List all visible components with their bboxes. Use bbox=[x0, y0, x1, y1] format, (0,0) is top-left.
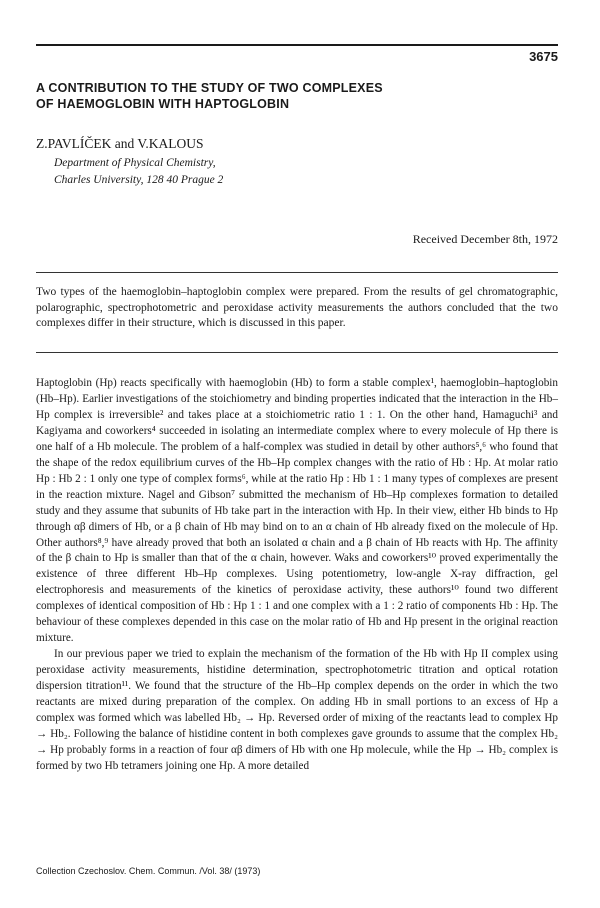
paragraph-1: Haptoglobin (Hp) reacts specifically with haemoglobin (Hb) to form a stable complex¹, haemoglobin–haptoglobin (Hb–Hp). Earlier investigations of the stoichiometry and binding properties indicated that the interaction in the Hb–Hp complex is irreversible² and takes place at a stoichiometric ratio 1 : 1. On the other hand, Hamaguchi³ and Kagiyama and coworkers⁴ succeeded in isolating an intermediate complex where to every molecule of Hp there is one half of a Hb molecule. The problem of a half-complex was studied in detail by other authors⁵,⁶ who found that the shape of the redox equilibrium curves of the Hb–Hp complex changes with the ratio of Hb : Hp. At molar ratio Hp : Hb 2 : 1 only one type of complex forms⁶, while at the ratio Hp : Hb 1 : 1 many types of complexes are present in the reaction mixture. Nagel and Gibson⁷ submitted the mechanism of Hb–Hp complexes formation to detailed study and they assume that subunits of Hb take part in the interaction with Hp. In their view, either Hb binds to Hp through αβ dimers of Hb, or a β chain of Hb may bind on to an α chain of Hb already fixed on the molecule of Hp. Other authors⁸,⁹ have already proved that both an isolated α chain and a β chain of Hb reacts with Hp. The affinity of the β chain to Hp is smaller than that of the α chain, however. Waks and coworkers¹⁰ proved experimentally the existence of three different Hb–Hp complexes. Using potentiometry, low-angle X-ray diffraction, gel electrophoresis and measurements of the kinetics of peroxidase activity, these authors¹⁰ found two different complexes of identical composition of Hb : Hp 1 : 1 and one complex with a 1 : 2 ratio of components Hb : Hp. The behaviour of these complexes depended in this case on the molar ratio of Hb and Hp present in the original reaction mixture. bbox=[36, 377, 558, 645]
affiliation-line-2: Charles University, 128 40 Prague 2 bbox=[54, 174, 224, 186]
title-line-1: A CONTRIBUTION TO THE STUDY OF TWO COMPLEXES bbox=[36, 81, 383, 95]
received-date: Received December 8th, 1972 bbox=[412, 232, 558, 246]
journal-footer: Collection Czechoslov. Chem. Commun. /Vol. 38/ (1973) bbox=[36, 866, 261, 876]
affiliation-line-1: Department of Physical Chemistry, bbox=[54, 157, 216, 169]
page-number: 3675 bbox=[529, 49, 558, 64]
affiliation bbox=[54, 155, 223, 189]
authors: Z.PAVLÍČEK and V.KALOUS bbox=[36, 136, 204, 151]
paragraph-2: In our previous paper we tried to explain the mechanism of the formation of the Hb with Hp II complex using peroxidase activity measurements, histidine determination, spectrophotometric titration and optical rotation dispersion titration¹¹. We found that the structure of the Hb–Hp complex depends on the order in which the two reactants are mixed during preparation of the complex. On adding Hb in small portions to an excess of Hp a complex was formed which was labelled Hb₂ → Hp. Reversed order of mixing of the reactants lead to complex Hp → Hb₂. Following the balance of histidine content in both complexes gave grounds to assume that the complex Hb₂ → Hp probably forms in a reaction of four αβ dimers of Hb with one Hp molecule, while the Hp → Hb₂ complex is formed by two Hb tetramers joining one Hp. A more detailed bbox=[36, 648, 558, 772]
abstract: Two types of the haemoglobin–haptoglobin complex were prepared. From the results of gel chromatographic, polarographic, spectrophotometric and peroxidase activity measurements the authors concluded that the two complexes differ in their structure, which is discussed in this paper. bbox=[36, 286, 558, 330]
title-line-2: OF HAEMOGLOBIN WITH HAPTOGLOBIN bbox=[36, 97, 290, 111]
article-title bbox=[36, 80, 558, 112]
abstract-top-rule bbox=[36, 272, 558, 273]
top-rule bbox=[36, 44, 558, 46]
body-text bbox=[36, 376, 558, 775]
abstract-bottom-rule bbox=[36, 352, 558, 353]
